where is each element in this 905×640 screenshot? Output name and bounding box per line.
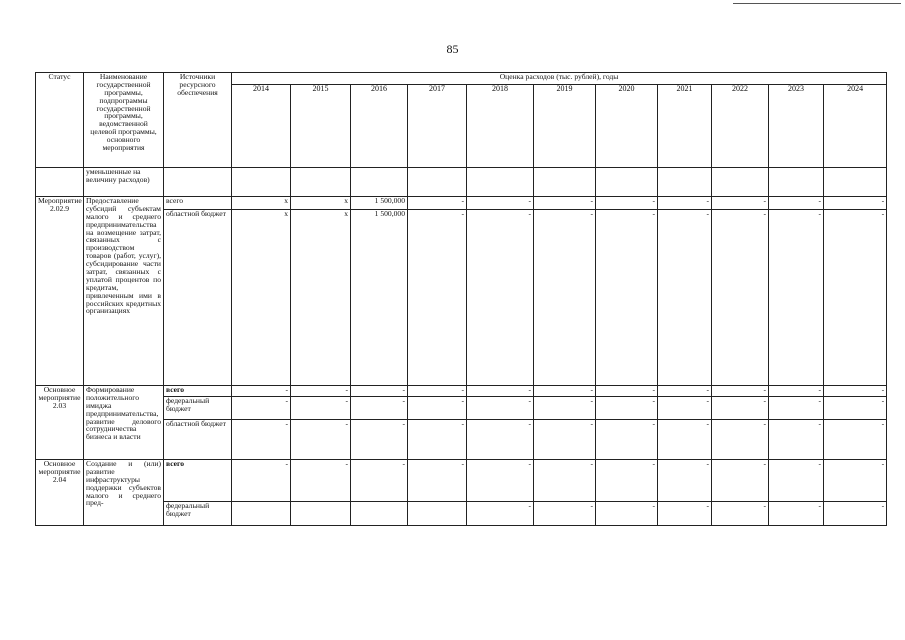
value-cell: -	[769, 386, 824, 397]
value-cell: -	[824, 197, 887, 210]
value-cell: -	[769, 397, 824, 420]
top-rule	[733, 3, 901, 4]
value-cell: -	[596, 397, 658, 420]
value-cell: -	[596, 502, 658, 526]
value-cell: -	[232, 397, 291, 420]
continuation-status	[36, 168, 84, 197]
value-cell: -	[769, 460, 824, 502]
value-cell: -	[467, 210, 534, 386]
value-cell: -	[712, 210, 769, 386]
year-header: 2015	[291, 85, 351, 168]
value-cell: -	[658, 386, 712, 397]
value-cell: -	[291, 460, 351, 502]
activity-name-cell: Создание и (или) развитие инфраструктуры поддержки субъектов малого и среднего пред-	[84, 460, 164, 526]
status-cell: Основное мероприятие 2.04	[36, 460, 84, 526]
value-cell: -	[712, 397, 769, 420]
value-cell: -	[712, 502, 769, 526]
value-cell: x	[291, 210, 351, 386]
year-header: 2016	[351, 85, 408, 168]
value-cell: -	[658, 197, 712, 210]
value-cell: -	[408, 420, 467, 460]
value-cell: -	[467, 502, 534, 526]
source-cell: областной бюджет	[164, 210, 232, 386]
value-cell: -	[408, 197, 467, 210]
continuation-row	[36, 168, 887, 197]
activity-name-cell: Предоставление субсидий субъектам малого и среднего предпринимательства на возмещение затрат, связанных с производством товаров (работ, услуг), субсидирование части затрат, связанных с уплатой процентов по кредитам, привлеченным ими в российских кредитных организациях	[84, 197, 164, 386]
status-cell: Основное мероприятие 2.03	[36, 386, 84, 460]
activity-2-02-9-row	[36, 210, 887, 386]
value-cell: -	[351, 460, 408, 502]
value-cell: -	[467, 460, 534, 502]
header-name: Наименование государственной программы, подпрограммы государственной программы, ведомственной целевой программы, основного мероприятия	[84, 73, 164, 168]
value-cell: -	[232, 386, 291, 397]
source-cell: всего	[164, 386, 232, 397]
value-cell: -	[408, 210, 467, 386]
value-cell: -	[534, 420, 596, 460]
status-cell: Мероприятие 2.02.9	[36, 197, 84, 386]
value-cell: -	[408, 386, 467, 397]
value-cell: x	[291, 197, 351, 210]
source-cell: федеральный бюджет	[164, 397, 232, 420]
value-cell: -	[534, 397, 596, 420]
expense-table	[35, 72, 887, 526]
value-cell: -	[712, 197, 769, 210]
value-cell: -	[596, 460, 658, 502]
value-cell: -	[596, 386, 658, 397]
year-header: 2019	[534, 85, 596, 168]
header-status: Статус	[36, 73, 84, 168]
value-cell: -	[351, 420, 408, 460]
value-cell: -	[232, 420, 291, 460]
value-cell	[232, 502, 291, 526]
value-cell: -	[467, 197, 534, 210]
value-cell: -	[712, 420, 769, 460]
value-cell: -	[769, 502, 824, 526]
value-cell: -	[408, 460, 467, 502]
value-cell: -	[291, 397, 351, 420]
value-cell: -	[769, 210, 824, 386]
activity-2-04-row	[36, 502, 887, 526]
activity-2-03-row	[36, 397, 887, 420]
value-cell: -	[534, 460, 596, 502]
value-cell: -	[824, 460, 887, 502]
value-cell: -	[824, 210, 887, 386]
header-estimate: Оценка расходов (тыс. рублей), годы	[232, 73, 887, 85]
value-cell: -	[824, 397, 887, 420]
value-cell: -	[351, 397, 408, 420]
value-cell: -	[824, 502, 887, 526]
year-header: 2014	[232, 85, 291, 168]
value-cell: -	[467, 420, 534, 460]
value-cell: 1 500,000	[351, 197, 408, 210]
continuation-name: уменьшенные на величину расходов)	[84, 168, 164, 197]
value-cell: -	[467, 397, 534, 420]
activity-name-cell: Формирование положительного имиджа предпринимательства, развитие делового сотрудничества бизнеса и власти	[84, 386, 164, 460]
value-cell: -	[712, 460, 769, 502]
continuation-source	[164, 168, 232, 197]
source-cell: всего	[164, 460, 232, 502]
value-cell: x	[232, 197, 291, 210]
year-header: 2020	[596, 85, 658, 168]
value-cell: -	[291, 420, 351, 460]
year-header: 2023	[769, 85, 824, 168]
activity-2-04-row	[36, 460, 887, 502]
year-header: 2018	[467, 85, 534, 168]
value-cell: -	[596, 210, 658, 386]
value-cell: -	[408, 397, 467, 420]
header-sources: Источники ресурсного обеспечения	[164, 73, 232, 168]
value-cell: -	[658, 210, 712, 386]
value-cell: -	[769, 420, 824, 460]
value-cell: -	[351, 386, 408, 397]
value-cell: -	[534, 197, 596, 210]
value-cell	[351, 502, 408, 526]
year-header: 2022	[712, 85, 769, 168]
value-cell: -	[658, 420, 712, 460]
value-cell: -	[824, 420, 887, 460]
year-header: 2021	[658, 85, 712, 168]
value-cell: -	[534, 502, 596, 526]
source-cell: федеральный бюджет	[164, 502, 232, 526]
value-cell: -	[658, 502, 712, 526]
value-cell: -	[534, 386, 596, 397]
value-cell: -	[712, 386, 769, 397]
source-cell: всего	[164, 197, 232, 210]
year-header: 2017	[408, 85, 467, 168]
value-cell	[408, 502, 467, 526]
value-cell: -	[596, 197, 658, 210]
year-header: 2024	[824, 85, 887, 168]
activity-2-03-row	[36, 420, 887, 460]
value-cell: -	[467, 386, 534, 397]
value-cell: -	[824, 386, 887, 397]
value-cell: -	[769, 197, 824, 210]
value-cell: -	[291, 386, 351, 397]
value-cell: -	[658, 460, 712, 502]
value-cell: -	[596, 420, 658, 460]
activity-2-03-row	[36, 386, 887, 397]
value-cell	[291, 502, 351, 526]
value-cell: -	[534, 210, 596, 386]
value-cell: x	[232, 210, 291, 386]
header-row	[36, 73, 887, 85]
page-number: 85	[446, 42, 459, 56]
value-cell: -	[232, 460, 291, 502]
activity-2-02-9-row	[36, 197, 887, 210]
source-cell: областной бюджет	[164, 420, 232, 460]
value-cell: -	[658, 397, 712, 420]
value-cell: 1 500,000	[351, 210, 408, 386]
